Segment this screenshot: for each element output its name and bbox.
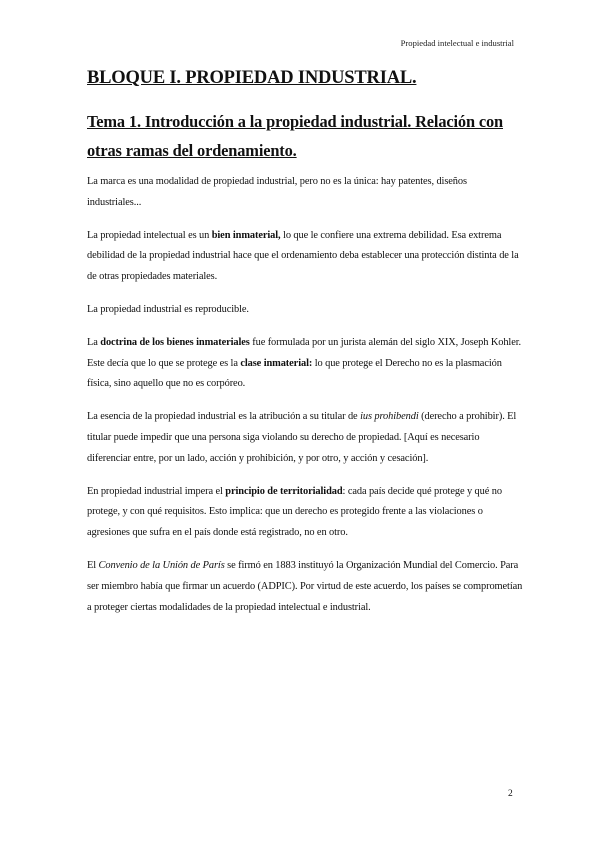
term-clase-inmaterial: clase inmaterial: bbox=[240, 357, 313, 369]
paragraph-6 bbox=[87, 482, 523, 544]
term-ius-prohibendi: ius prohibendi bbox=[360, 411, 419, 423]
paragraph-2-text-a: La propiedad intelectual es un bbox=[87, 229, 212, 241]
block-title: BLOQUE I. PROPIEDAD INDUSTRIAL. bbox=[87, 68, 417, 88]
paragraph-4-text-e: lo que protege el Derecho no es la plasmación física, sino aquello que no es corpóreo. bbox=[87, 357, 502, 390]
term-doctrina-bienes-inmateriales: doctrina de los bienes inmateriales bbox=[100, 336, 250, 348]
paragraph-5-text-c: (derecho a prohibir). El titular puede impedir que una persona siga violando su derecho de propiedad. [Aquí es necesario diferenciar entre, por un lado, acción y prohibición, y por otro, y acción y cesación]. bbox=[87, 411, 517, 464]
term-principio-territorialidad: principio de territorialidad bbox=[225, 485, 343, 497]
paragraph-7-text-a: El bbox=[87, 559, 99, 571]
paragraph-2-text-c: lo que le confiere una extrema debilidad. Esa extrema debilidad de la propiedad industrial hace que el ordenamiento deba establecer una protección distinta de la de otras propiedades materiales. bbox=[87, 229, 519, 283]
term-bien-inmaterial: bien inmaterial, bbox=[211, 229, 281, 241]
paragraph-4-text-c: fue formulada por un jurista alemán del siglo XIX, Joseph Kohler. Este decía que lo que se protege es la bbox=[87, 336, 522, 369]
paragraph-5 bbox=[87, 407, 523, 469]
paragraph-4 bbox=[87, 333, 523, 395]
running-header: Propiedad intelectual e industrial bbox=[400, 38, 514, 48]
paragraph-2 bbox=[87, 226, 523, 288]
paragraph-7-text-c: se firmó en 1883 instituyó la Organización Mundial del Comercio. Para ser miembro había que firmar un acuerdo (ADPIC). Por virtud de este acuerdo, los países se comprometían a proteger ciertas modalidades de la propiedad intelectual e industrial. bbox=[87, 559, 523, 613]
paragraph-7 bbox=[87, 556, 523, 618]
paragraph-4-text-a: La bbox=[87, 336, 101, 348]
term-convenio-union-paris: Convenio de la Unión de París bbox=[98, 559, 225, 571]
page-number: 2 bbox=[508, 789, 513, 799]
paragraph-3: La propiedad industrial es reproducible. bbox=[87, 303, 249, 315]
topic-title: Tema 1. Introducción a la propiedad industrial. Relación con otras ramas del ordenamiento. bbox=[87, 112, 504, 160]
paragraph-5-text-a: La esencia de la propiedad industrial es la atribución a su titular de bbox=[87, 411, 361, 423]
document-body bbox=[87, 172, 523, 630]
paragraph-1: La marca es una modalidad de propiedad industrial, pero no es la única: hay patentes, diseños industriales... bbox=[87, 176, 467, 208]
paragraph-6-text-a: En propiedad industrial impera el bbox=[87, 485, 226, 497]
paragraph-6-text-c: : cada país decide qué protege y qué no protege, y con qué requisitos. Esto implica: que un derecho es protegido frente a las violaciones o agresiones que sufra en el país donde está registrado, no en otro. bbox=[87, 485, 502, 539]
